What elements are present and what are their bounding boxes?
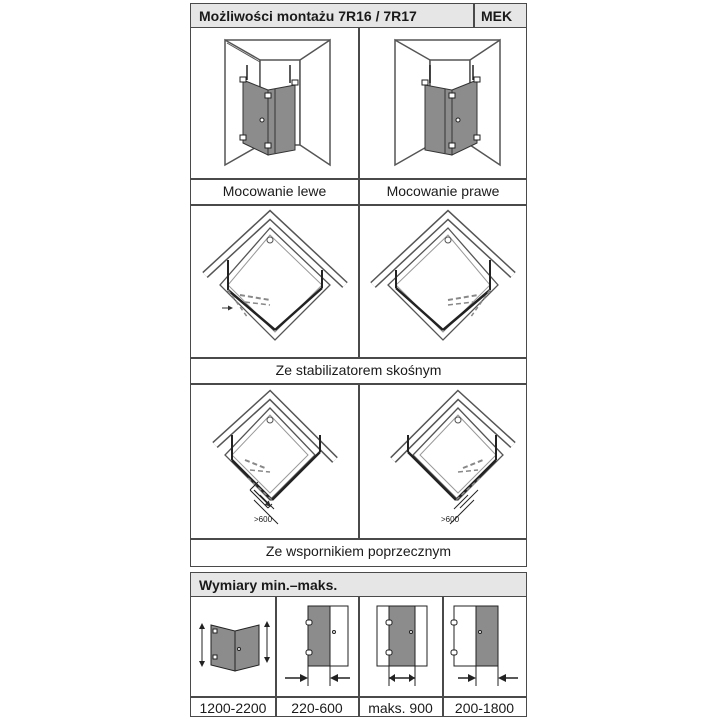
page-title: Możliwości montażu 7R16 / 7R17	[199, 7, 417, 24]
dimension-label: 200-1800	[454, 700, 515, 716]
dimensions-header	[191, 573, 526, 597]
product-code: MEK	[481, 8, 513, 24]
dimension-door-illustration	[365, 602, 440, 692]
dimension-label: 220-600	[291, 700, 343, 716]
dim-col-1	[275, 597, 277, 717]
stabilizer-caption: Ze stabilizatorem skośnym	[275, 362, 442, 378]
left-mount-caption: Mocowanie lewe	[222, 183, 327, 199]
stabilizer-right-illustration	[368, 210, 518, 350]
dimension-label: maks. 900	[368, 700, 433, 716]
dimension-side-panel-illustration	[448, 602, 523, 692]
divider-3	[191, 357, 526, 359]
right-mount-caption: Mocowanie prawe	[386, 183, 500, 199]
dimension-fixed-panel-illustration	[280, 602, 355, 692]
dim-col-3	[442, 597, 444, 717]
dim-col-2	[358, 597, 360, 717]
support-left-illustration	[210, 390, 350, 530]
col-divider-2	[358, 204, 360, 357]
dimensions-title: Wymiary min.–maks.	[199, 576, 338, 593]
dimension-label: 1200-2200	[199, 700, 267, 716]
col-divider-1	[358, 28, 360, 204]
support-right-illustration	[378, 390, 518, 530]
stabilizer-left-illustration	[200, 210, 350, 350]
left-mount-illustration	[215, 35, 335, 170]
right-mount-illustration	[385, 35, 505, 170]
col-divider-3	[358, 383, 360, 538]
left-min-distance: >600	[254, 515, 273, 524]
support-caption: Ze wspornikiem poprzecznym	[265, 543, 452, 559]
right-min-distance: >600	[441, 515, 460, 524]
divider-5	[191, 538, 526, 540]
installation-options-header	[191, 4, 526, 28]
dimension-width-illustration	[197, 615, 272, 680]
header-divider	[473, 4, 475, 28]
